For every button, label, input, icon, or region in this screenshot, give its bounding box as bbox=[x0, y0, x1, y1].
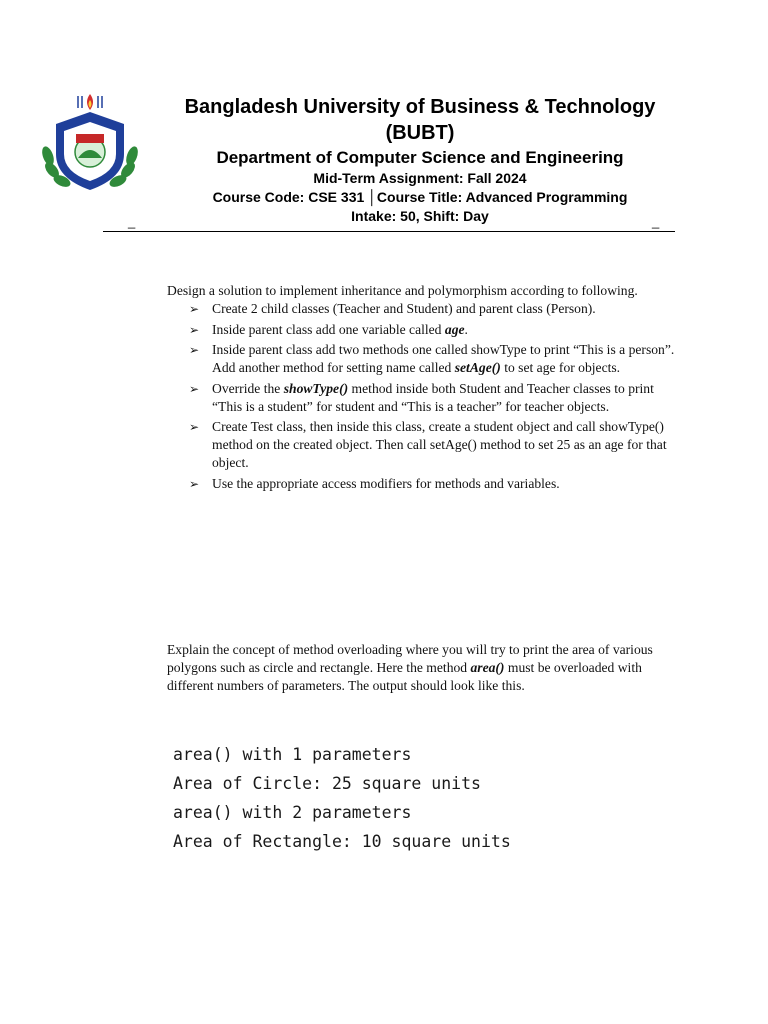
signature-mark-right: _ bbox=[652, 214, 660, 229]
arrow-bullet-icon: ➢ bbox=[189, 302, 200, 316]
list-item: ➢ Create Test class, then inside this class, create a student object and call showType() method on the created object. Then call setAge() method to set 25 as an age for that object. bbox=[189, 419, 667, 470]
question-2-text: Explain the concept of method overloading where you will try to print the area of various polygons such as circle and rectangle. Here the method bbox=[167, 642, 653, 675]
arrow-bullet-icon: ➢ bbox=[189, 322, 200, 337]
question-1 bbox=[167, 282, 677, 495]
question-1-list bbox=[167, 300, 677, 493]
sample-output bbox=[173, 740, 511, 856]
list-item: ➢ Override the showType() method inside both Student and Teacher classes to print “This is a student” for student and “This is a teacher” for teacher objects. bbox=[189, 380, 654, 414]
arrow-bullet-icon: ➢ bbox=[189, 343, 200, 357]
output-line: Area of Rectangle: 10 square units bbox=[173, 832, 511, 851]
list-item: ➢ Inside parent class add one variable called age. bbox=[189, 321, 468, 337]
list-item: ➢ Inside parent class add two methods one called showType to print “This is a person”. Add another method for setting name called setAge() to set age for objects. bbox=[189, 342, 675, 375]
course-info: Course Code: CSE 331 │Course Title: Advanced Programming bbox=[212, 189, 628, 205]
list-item: ➢ Create 2 child classes (Teacher and Student) and parent class (Person). bbox=[189, 301, 596, 316]
assignment-title: Mid-Term Assignment: Fall 2024 bbox=[313, 170, 527, 186]
arrow-bullet-icon: ➢ bbox=[189, 420, 200, 434]
output-line: area() with 2 parameters bbox=[173, 803, 412, 822]
document-header bbox=[150, 94, 690, 226]
intake-info: Intake: 50, Shift: Day bbox=[351, 208, 489, 224]
university-logo bbox=[38, 92, 142, 196]
question-2: Explain the concept of method overloading where you will try to print the area of various polygons such as circle and rectangle. Here the method area() must be overloaded with different numbers of parameters. The output should look like this. bbox=[167, 642, 653, 693]
department-name: Department of Computer Science and Engineering bbox=[216, 148, 624, 167]
output-line: Area of Circle: 25 square units bbox=[173, 774, 481, 793]
output-line: area() with 1 parameters bbox=[173, 745, 412, 764]
method-name: area() bbox=[470, 660, 505, 675]
header-divider bbox=[103, 231, 675, 232]
question-1-intro: Design a solution to implement inheritance and polymorphism according to following. bbox=[167, 283, 638, 298]
list-item: ➢ Use the appropriate access modifiers for methods and variables. bbox=[189, 475, 560, 491]
signature-mark-left: _ bbox=[128, 214, 136, 229]
arrow-bullet-icon: ➢ bbox=[189, 476, 200, 491]
arrow-bullet-icon: ➢ bbox=[189, 381, 200, 396]
university-name: Bangladesh University of Business & Technology (BUBT) bbox=[184, 96, 656, 144]
